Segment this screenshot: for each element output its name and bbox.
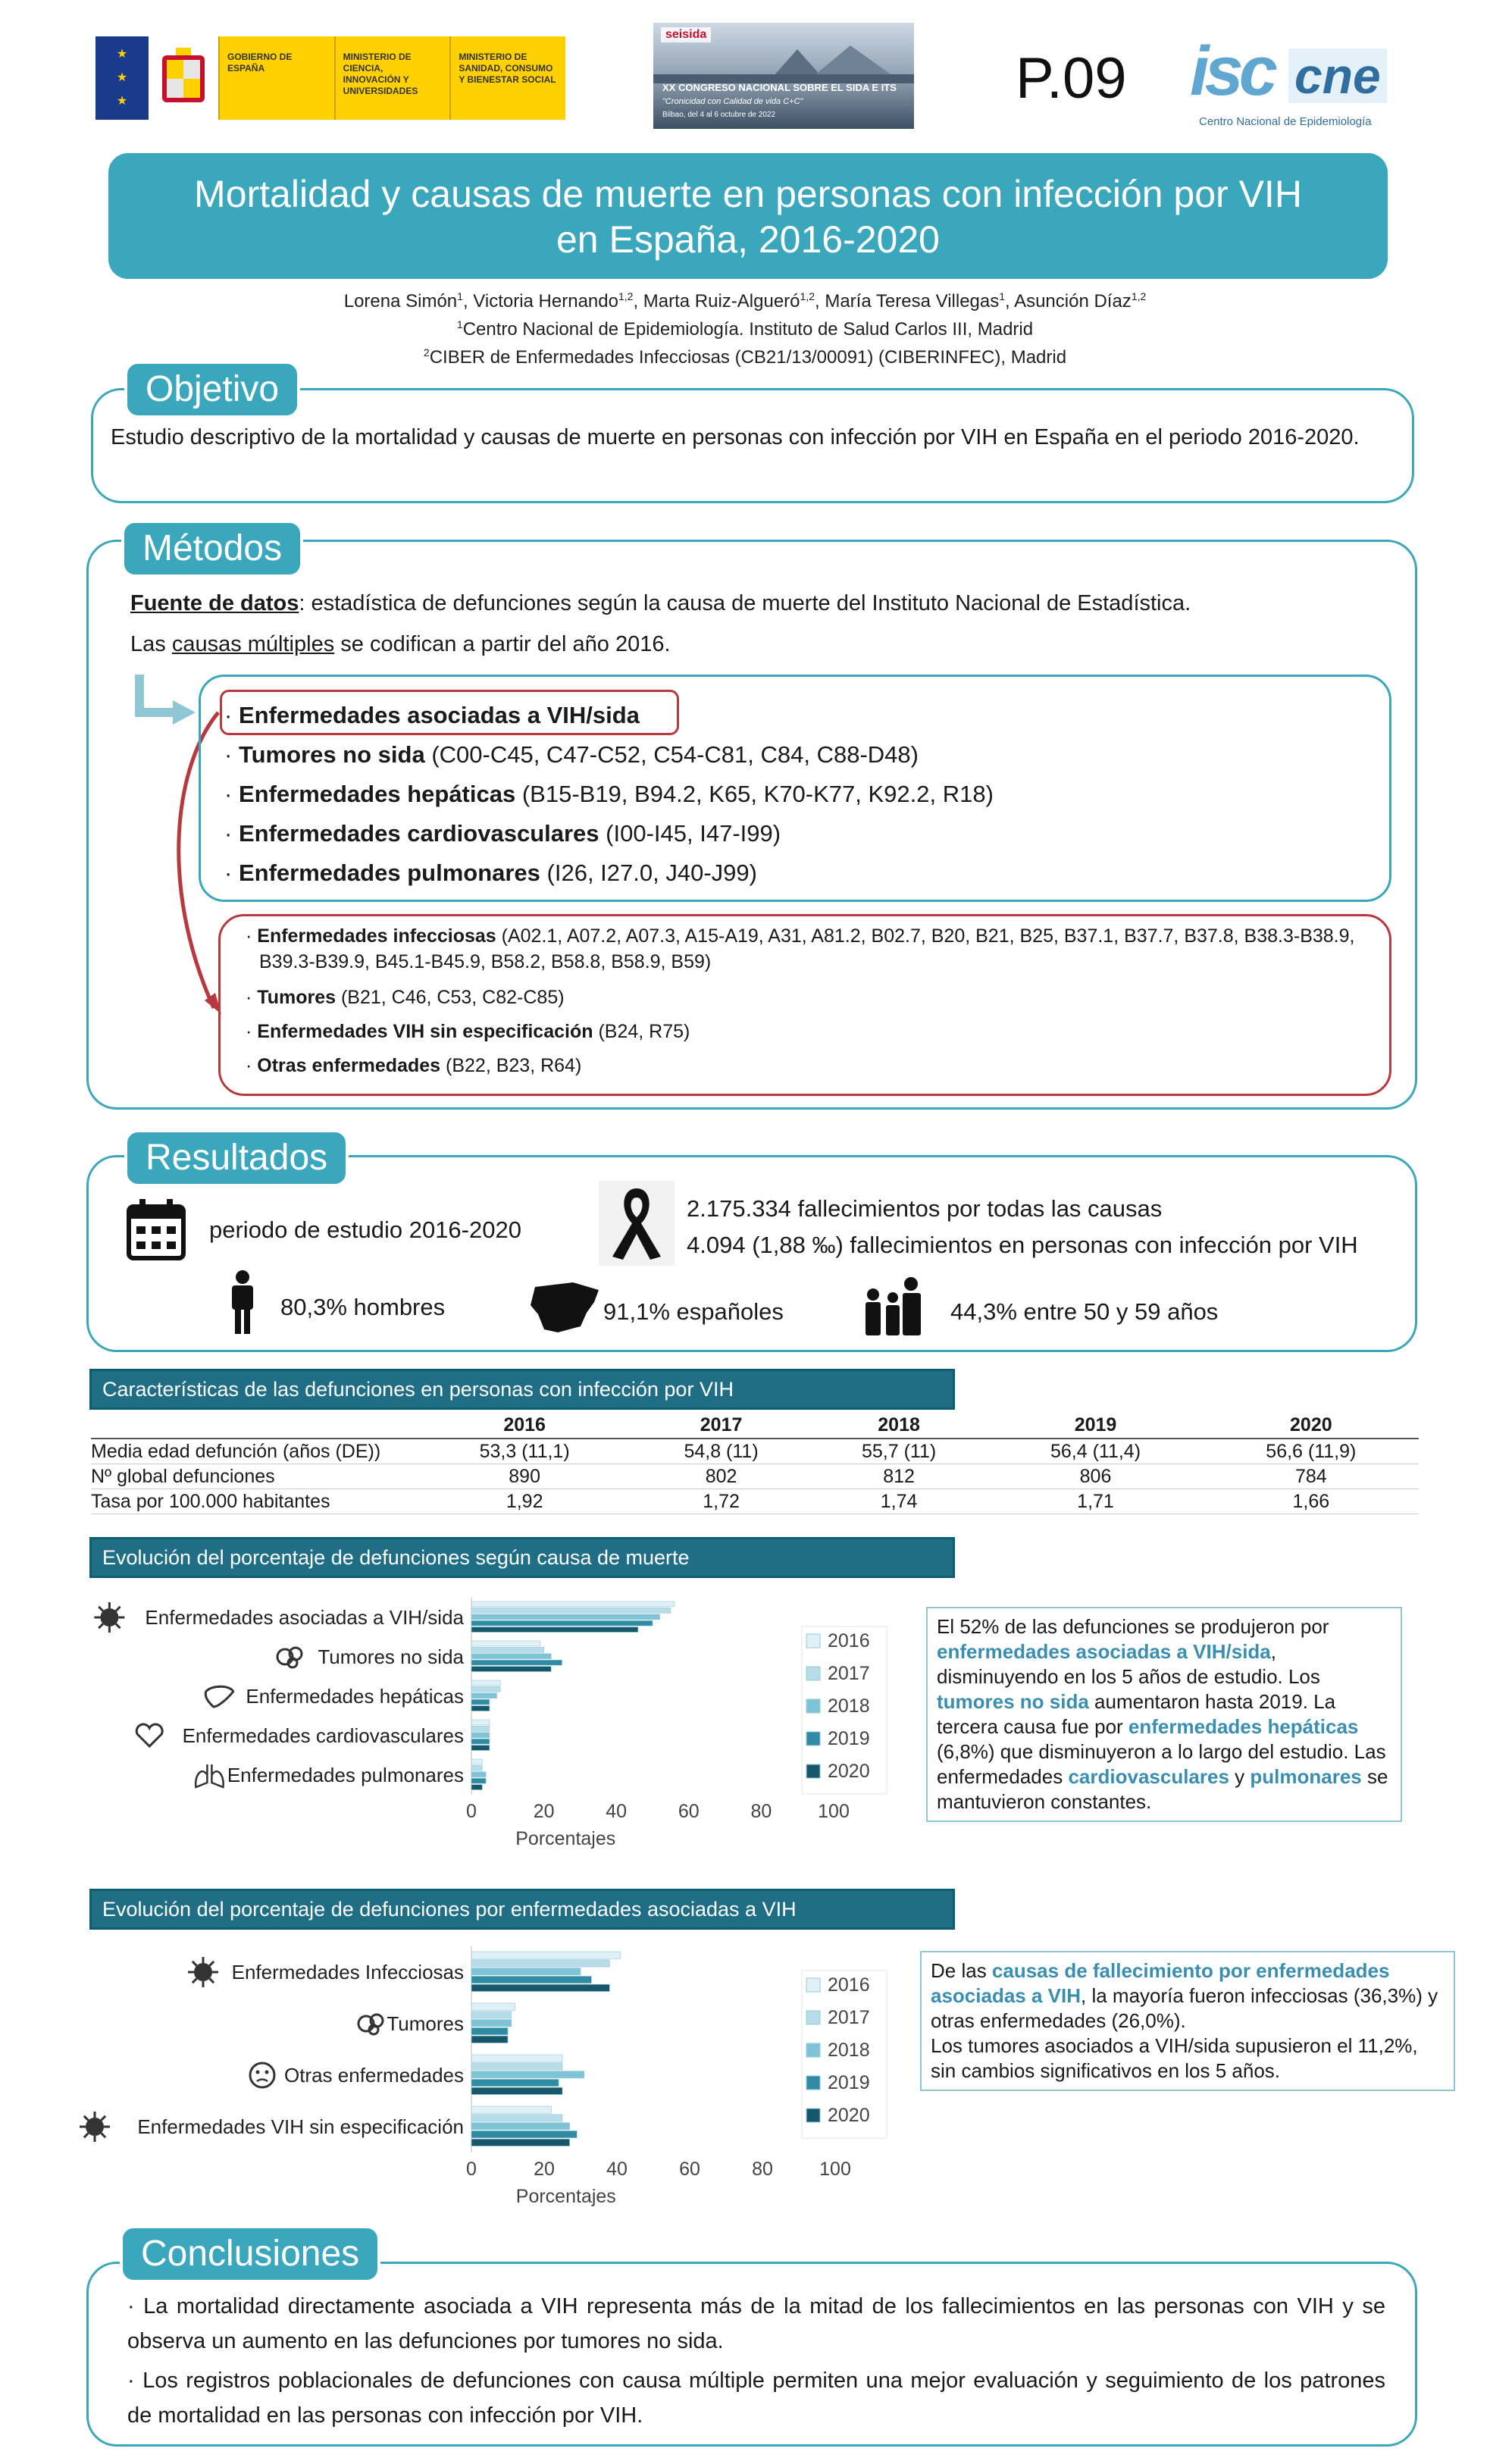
fallecimientos-total-text: 2.175.334 fallecimientos por todas las causas [687, 1195, 1163, 1222]
virus-icon-spike [84, 2116, 89, 2121]
bacteria-icon-spike [209, 1978, 214, 1983]
table-cell: 55,7 (11) [810, 1439, 988, 1464]
bar-2016 [471, 1680, 500, 1686]
bar-2018 [471, 1654, 551, 1659]
legend-swatch-2019 [806, 1732, 820, 1745]
author-affiliation: 1,2 [618, 290, 634, 302]
table-cell: 54,8 (11) [632, 1439, 810, 1464]
x-axis-label: Porcentajes [515, 1828, 616, 1849]
bar-2017 [471, 1765, 482, 1771]
author-affiliation: 1 [457, 290, 463, 302]
x-tick-label: 80 [752, 2159, 773, 2180]
gov-label: GOBIERNO DE ESPAÑA [218, 36, 334, 120]
legend-swatch-2018 [806, 1699, 820, 1713]
bar-2020 [471, 1785, 482, 1790]
legend-swatch-2016 [806, 1634, 820, 1648]
man-icon [227, 1270, 258, 1334]
author-name: Asunción Díaz [1014, 291, 1132, 312]
note-text: y [1229, 1765, 1251, 1788]
table-header-year: 2016 [417, 1413, 632, 1439]
cause-name: Enfermedades hepáticas [238, 781, 516, 807]
category-label: Otras enfermedades [283, 2064, 464, 2087]
table-header-empty [91, 1413, 417, 1439]
cause-codes: (C00-C45, C47-C52, C54-C81, C84, C88-D48) [424, 741, 919, 768]
subcause-codes: (B24, R75) [593, 1021, 690, 1042]
cne-subtitle: Centro Nacional de Epidemiología [1199, 115, 1372, 128]
table-cell: 1,66 [1204, 1489, 1419, 1514]
subcause-item [246, 1049, 1382, 1083]
sick-face-icon-eye [265, 2071, 269, 2074]
liver-icon [205, 1686, 233, 1707]
bar-2018 [471, 1968, 581, 1975]
tumor-icon [358, 2015, 383, 2034]
legend-label: 2018 [828, 2040, 870, 2061]
chart2-svg [61, 1933, 925, 2228]
bullet: · [246, 1021, 252, 1042]
table-header-row [91, 1413, 1419, 1439]
main-causes-list [224, 696, 994, 893]
cause-item [224, 696, 994, 735]
bar-2017 [471, 2012, 512, 2018]
legend-swatch-2016 [806, 1978, 820, 1992]
sick-face-icon-mouth [257, 2080, 268, 2082]
bacteria-icon-spike [193, 1978, 197, 1983]
table-header-year: 2018 [810, 1413, 988, 1439]
note-text: El 52% de las defunciones se produjeron por [937, 1615, 1329, 1638]
resultados-heading: Resultados [124, 1129, 349, 1187]
legend-label: 2016 [828, 1630, 870, 1652]
x-tick-label: 60 [679, 2159, 700, 2180]
cause-name: Tumores no sida [238, 741, 425, 768]
family-icon [861, 1272, 925, 1335]
table-cell: 53,3 (11,1) [417, 1439, 632, 1464]
note-highlight: enfermedades asociadas a VIH/sida [937, 1640, 1271, 1663]
bullet: · [224, 820, 233, 847]
bar-2016 [471, 1952, 621, 1958]
legend-swatch-2019 [806, 2076, 820, 2090]
causas-multiples-label: causas múltiples [171, 632, 335, 656]
bar-2017 [471, 1686, 500, 1692]
table-header-year: 2019 [988, 1413, 1203, 1439]
ribbon-icon [599, 1181, 675, 1266]
affiliation-number: 2 [423, 346, 430, 358]
causas-post: se codifican a partir del año 2016. [334, 632, 671, 656]
x-tick-label: 0 [466, 1801, 477, 1822]
legend-label: 2017 [828, 2007, 870, 2028]
bar-2020 [471, 2036, 508, 2043]
bar-2017 [471, 1647, 544, 1652]
authors-block [152, 285, 1338, 369]
cne-logo [1190, 33, 1395, 132]
spain-map-icon [527, 1279, 603, 1335]
conclusiones-heading: Conclusiones [120, 2225, 380, 2283]
lungs-icon [196, 1764, 224, 1787]
bar-2018 [471, 1733, 490, 1738]
coat-of-arms-icon [149, 36, 218, 120]
subcause-codes: (B21, C46, C53, C82-C85) [336, 987, 565, 1008]
subcause-name: Enfermedades VIH sin especificación [257, 1021, 593, 1042]
cause-codes: (B15-B19, B94.2, K65, K70-K77, K92.2, R18) [515, 781, 994, 807]
virus-icon [86, 2118, 104, 2136]
bar-2018 [471, 1772, 486, 1777]
x-tick-label: 80 [750, 1801, 772, 1822]
cause-item [224, 853, 994, 893]
liver-icon [205, 1686, 233, 1707]
bullet: · [224, 781, 233, 807]
bar-2019 [471, 2027, 508, 2034]
note-text: (6,8%) que disminuyeron a lo largo del estudio. Las enfermedades [937, 1740, 1386, 1788]
x-axis-label: Porcentajes [515, 2186, 616, 2207]
table-cell: 1,71 [988, 1489, 1203, 1514]
subcause-item [246, 981, 1382, 1015]
bar-2020 [471, 1706, 490, 1711]
subcause-item [246, 1015, 1382, 1049]
virus-icon [100, 1608, 118, 1626]
table-cell: 1,72 [632, 1489, 810, 1514]
chart2-note [920, 1951, 1455, 2091]
objetivo-heading: Objetivo [124, 361, 300, 418]
table-cell: 806 [988, 1464, 1203, 1489]
affiliation-text: CIBER de Enfermedades Infecciosas (CB21/13/00091) (CIBERINFEC), Madrid [429, 347, 1067, 368]
virus-icon-spike [101, 2133, 105, 2137]
legend-label: 2017 [828, 1663, 870, 1684]
category-label: Enfermedades VIH sin especificación [137, 2115, 464, 2138]
note-text: Los tumores asociados a VIH/sida supusieron el 11,2%, sin cambios significativos en los 5 años. [931, 2034, 1418, 2082]
fallecimientos-vih-text: 4.094 (1,88 ‰) fallecimientos en personas con infección por VIH [687, 1232, 1358, 1258]
subcause-name: Tumores [257, 987, 337, 1008]
legend-label: 2020 [828, 1761, 870, 1782]
table-cell: 1,92 [417, 1489, 632, 1514]
bar-2016 [471, 1759, 482, 1764]
bar-2016 [471, 1720, 490, 1725]
chart2-title: Evolución del porcentaje de defunciones por enfermedades asociadas a VIH [89, 1889, 955, 1930]
title-line-1: Mortalidad y causas de muerte en personas con infección por VIH [194, 173, 1302, 215]
gobierno-logo [95, 36, 565, 120]
row-label: Tasa por 100.000 habitantes [91, 1489, 417, 1514]
affiliation-2 [152, 341, 1338, 369]
x-tick-label: 40 [606, 1801, 628, 1822]
x-tick-label: 0 [466, 2159, 477, 2180]
category-label: Tumores no sida [318, 1645, 464, 1668]
category-label: Enfermedades pulmonares [227, 1764, 464, 1786]
legend-swatch-2020 [806, 1764, 820, 1778]
table-header-year: 2020 [1204, 1413, 1419, 1439]
legend-swatch-2017 [806, 1667, 820, 1680]
sub-causes-list [246, 923, 1382, 1083]
cause-codes: (I26, I27.0, J40-J99) [540, 859, 757, 886]
author-affiliation: 1,2 [1131, 290, 1147, 302]
lungs-icon [196, 1764, 224, 1787]
affiliation-1 [152, 313, 1338, 341]
conclusion-item [127, 2363, 1385, 2433]
table-row [91, 1439, 1419, 1464]
fuente-datos-label: Fuente de datos [130, 591, 299, 615]
bar-2019 [471, 2131, 577, 2137]
note-highlight: cardiovasculares [1068, 1765, 1229, 1788]
congress-date: Bilbao, del 4 al 6 octubre de 2022 [662, 111, 775, 119]
bar-2020 [471, 1745, 490, 1751]
virus-icon [94, 1602, 124, 1633]
table-cell: 812 [810, 1464, 988, 1489]
conclusiones-list [127, 2289, 1385, 2433]
bar-2019 [471, 1976, 591, 1983]
bullet: · [246, 987, 252, 1008]
congress-brand: seisida [661, 27, 711, 42]
heart-icon [136, 1724, 162, 1746]
note-highlight: pulmonares [1250, 1765, 1362, 1788]
bar-2018 [471, 2071, 584, 2078]
table-row [91, 1489, 1419, 1514]
virus-icon-spike [116, 1607, 121, 1611]
bullet: · [224, 702, 233, 728]
author-list: Lorena Simón$^1$, Victoria Hernando$^{1,2}$, Marta Ruiz-Algueró$^{1,2}$, María Teresa Villegas$^1$, Asunción Díaz$^{1,2}$ [343, 290, 1147, 312]
cause-item [224, 814, 994, 853]
conclusion-text: Los registros poblacionales de defunciones con causa múltiple permiten una mejor evaluación y seguimiento de los patrones de mortalidad en las personas con infección por VIH. [127, 2369, 1385, 2428]
conclusion-text: La mortalidad directamente asociada a VIH representa más de la mitad de los fallecimientos en las personas con VIH y se observa un aumento en las defunciones por tumores no sida. [127, 2294, 1385, 2353]
x-tick-label: 100 [818, 1801, 850, 1822]
category-label: Enfermedades Infecciosas [231, 1961, 464, 1983]
bar-2020 [471, 1627, 638, 1633]
x-tick-label: 100 [819, 2159, 851, 2180]
characteristics-table [91, 1413, 1419, 1514]
category-label: Tumores [387, 2012, 464, 2035]
x-tick-label: 20 [533, 1801, 555, 1822]
virus-icon-spike [101, 2116, 105, 2121]
subcause-name: Otras enfermedades [257, 1055, 441, 1076]
tumor-icon [277, 1648, 302, 1667]
periodo-text: periodo de estudio 2016-2020 [209, 1216, 521, 1243]
bullet: · [224, 741, 233, 768]
ministry-science-label: MINISTERIO DE CIENCIA, INNOVACIÓN Y UNIVERSIDADES [334, 36, 450, 120]
table-cell: 890 [417, 1464, 632, 1489]
poster-code: P.09 [1016, 46, 1127, 111]
note-highlight: enfermedades hepáticas [1128, 1715, 1359, 1738]
fuente-datos-text: : estadística de defunciones según la causa de muerte del Instituto Nacional de Estadística. [299, 591, 1191, 615]
bullet: · [127, 2294, 135, 2318]
row-label: Nº global defunciones [91, 1464, 417, 1489]
x-tick-label: 40 [606, 2159, 628, 2180]
table-row [91, 1464, 1419, 1489]
bar-2019 [471, 2079, 559, 2086]
bar-2017 [471, 1608, 671, 1613]
bar-2016 [471, 1601, 675, 1607]
table-cell: 56,6 (11,9) [1204, 1439, 1419, 1464]
virus-icon-spike [99, 1623, 103, 1628]
table-cell: 784 [1204, 1464, 1419, 1489]
bacteria-icon-spike [193, 1961, 197, 1966]
bar-2019 [471, 1778, 486, 1783]
author-affiliation: 1,2 [800, 290, 815, 302]
legend-swatch-2020 [806, 2109, 820, 2122]
table-cell: 802 [632, 1464, 810, 1489]
cause-name: Enfermedades asociadas a VIH/sida [238, 702, 640, 728]
bar-2017 [471, 1726, 490, 1731]
sick-face-icon [250, 2063, 274, 2087]
row-label: Media edad defunción (años (DE)) [91, 1439, 417, 1464]
table-cell: 56,4 (11,4) [988, 1439, 1203, 1464]
bullet: · [246, 1055, 252, 1076]
bar-2018 [471, 1614, 660, 1620]
conclusion-item [127, 2289, 1385, 2359]
bar-2017 [471, 2115, 562, 2121]
x-tick-label: 20 [534, 2159, 555, 2180]
note-highlight: tumores no sida [937, 1690, 1089, 1713]
blue-arrow-head-icon [173, 700, 196, 725]
isc-mark: isc [1190, 33, 1273, 110]
author-name: Marta Ruiz-Algueró [643, 291, 800, 312]
subcause-item [246, 923, 1382, 975]
note-text: aumentaron hasta 2019. La tercera causa fue por [937, 1690, 1336, 1738]
chart1-title: Evolución del porcentaje de defunciones según causa de muerte [89, 1537, 955, 1578]
bar-2019 [471, 1739, 490, 1744]
bullet: · [127, 2369, 135, 2393]
bar-2019 [471, 1699, 490, 1705]
sick-face-icon [250, 2063, 274, 2087]
bar-2016 [471, 2055, 562, 2062]
bar-2018 [471, 1693, 496, 1699]
cause-codes: (I00-I45, I47-I99) [599, 820, 781, 847]
category-label: Enfermedades cardiovasculares [182, 1724, 464, 1747]
cause-item [224, 775, 994, 814]
subcause-name: Enfermedades infecciosas [257, 925, 496, 947]
bar-2019 [471, 1660, 562, 1665]
table-header-year: 2017 [632, 1413, 810, 1439]
poster-title [108, 153, 1388, 279]
causas-pre: Las [130, 632, 172, 656]
note-text: , la mayoría fueron infecciosas (36,3%) y otras enfermedades (26,0%). [931, 1984, 1438, 2032]
note-highlight: causas de fallecimiento por enfermedades asociadas a VIH [931, 1959, 1390, 2007]
legend-label: 2019 [828, 1728, 870, 1749]
legend-label: 2018 [828, 1695, 870, 1717]
bar-2016 [471, 1641, 540, 1646]
category-label: Enfermedades asociadas a VIH/sida [145, 1606, 464, 1629]
author-name: María Teresa Villegas [825, 291, 1000, 312]
objetivo-text: Estudio descriptivo de la mortalidad y causas de muerte en personas con infección por VIH en España en el periodo 2016-2020. [111, 425, 1360, 449]
cause-name: Enfermedades pulmonares [238, 859, 540, 886]
bar-2017 [471, 1960, 609, 1967]
bacteria-icon [194, 1963, 212, 1981]
author-name: Lorena Simón [343, 291, 458, 312]
hombres-text: 80,3% hombres [280, 1294, 446, 1320]
legend-label: 2019 [828, 2072, 870, 2093]
affiliation-number: 1 [456, 318, 463, 330]
legend-label: 2020 [828, 2105, 870, 2126]
author-affiliation: 1 [999, 290, 1006, 302]
bacteria-icon-spike [209, 1961, 214, 1966]
bar-2018 [471, 2020, 512, 2027]
virus-icon [80, 2112, 110, 2142]
bar-2017 [471, 2063, 562, 2070]
legend-swatch-2018 [806, 2043, 820, 2057]
bar-2019 [471, 1620, 653, 1626]
metodos-heading: Métodos [121, 520, 303, 578]
blue-arrow-icon [139, 675, 174, 712]
eu-flag-icon: ★ ★ ★ [95, 36, 149, 120]
cause-item [224, 735, 994, 775]
bullet: · [224, 859, 233, 886]
author-name: Victoria Hernando [473, 291, 618, 312]
virus-icon-spike [99, 1607, 103, 1611]
congress-title: XX CONGRESO NACIONAL SOBRE EL SIDA E ITS [662, 82, 897, 93]
legend-label: 2016 [828, 1974, 870, 1996]
cne-mark: cne [1288, 49, 1387, 103]
bacteria-icon [188, 1957, 218, 1987]
bullet: · [246, 925, 252, 947]
congress-logo [653, 23, 914, 129]
affiliation-text: Centro Nacional de Epidemiología. Instituto de Salud Carlos III, Madrid [462, 319, 1034, 340]
bar-2018 [471, 2123, 570, 2130]
note-text: , disminuyendo en los 5 años de estudio. Los [937, 1640, 1320, 1688]
cause-name: Enfermedades cardiovasculares [238, 820, 599, 847]
causas-multiples-line [130, 629, 671, 659]
legend-swatch-2017 [806, 2011, 820, 2024]
bar-2020 [471, 2087, 562, 2094]
note-text: De las [931, 1959, 992, 1982]
note-text: se mantuvieron constantes. [937, 1765, 1388, 1813]
subcause-codes: (A02.1, A07.2, A07.3, A15-A19, A31, A81.2, B02.7, B20, B21, B25, B37.1, B37.7, B37.8, B38.3-B38.9, B39.3-B39.9, B45.1-B45.9, B58.2, B58.8, B58.9, B59) [259, 925, 1355, 972]
virus-icon-spike [116, 1623, 121, 1628]
ministry-health-label: MINISTERIO DE SANIDAD, CONSUMO Y BIENESTAR SOCIAL [449, 36, 565, 120]
heart-icon [136, 1724, 162, 1746]
table-title: Características de las defunciones en personas con infección por VIH [89, 1369, 955, 1410]
congress-motto: "Cronicidad con Calidad de vida C+C" [662, 97, 803, 106]
bar-2020 [471, 1667, 551, 1672]
bar-2016 [471, 2106, 552, 2113]
bar-2020 [471, 2139, 570, 2146]
title-line-2: en España, 2016-2020 [556, 218, 940, 261]
virus-icon-spike [84, 2133, 89, 2137]
edad-text: 44,3% entre 50 y 59 años [950, 1298, 1219, 1325]
table-cell: 1,74 [810, 1489, 988, 1514]
calendar-icon [126, 1198, 186, 1261]
chart1-svg [76, 1584, 925, 1872]
sick-face-icon-eye [256, 2071, 260, 2074]
espanoles-text: 91,1% españoles [603, 1298, 784, 1325]
chart1-note [926, 1607, 1402, 1822]
fuente-datos-line [130, 588, 1191, 618]
subcause-codes: (B22, B23, R64) [440, 1055, 582, 1076]
x-tick-label: 60 [678, 1801, 700, 1822]
bar-2020 [471, 1984, 609, 1991]
bar-2016 [471, 2003, 515, 2010]
category-label: Enfermedades hepáticas [246, 1685, 464, 1708]
